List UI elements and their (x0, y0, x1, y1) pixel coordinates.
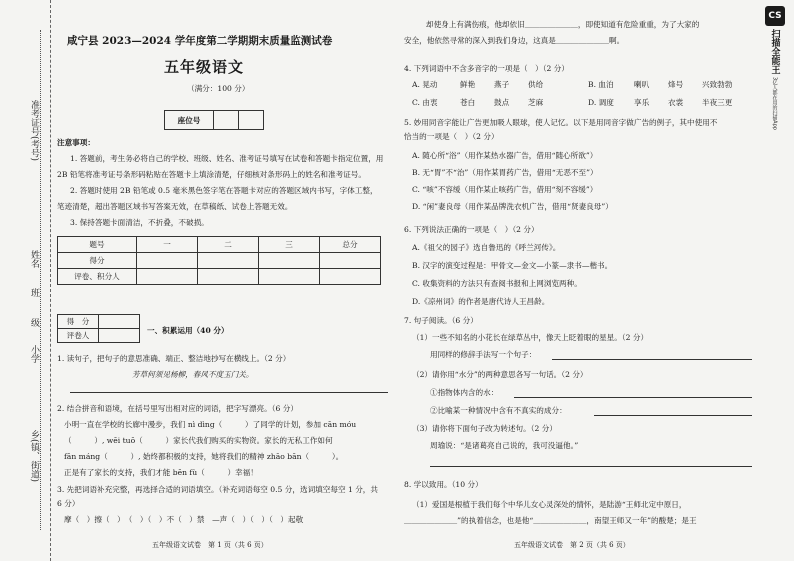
q6-option: C. 收集资料的方法只有查阅书报和上网浏览两种。 (412, 279, 582, 288)
q2-line: 小明一直在学校的长廊中漫步，我们 nì dìng（ ）了同学的计划，参加 cān móu (64, 420, 357, 429)
exam-title: 咸宁县 2023—2024 学年度第二学期期末质量监测试卷 (67, 35, 333, 47)
binding-strip (0, 0, 51, 561)
scanner-logo: CS (765, 6, 785, 26)
grader-label: 评卷人 (58, 329, 99, 343)
answer-line[interactable] (514, 397, 752, 398)
q4-option: 喇叭 (634, 80, 650, 89)
q7-part: （3）请你将下面句子改为转述句。（2 分） (412, 424, 557, 433)
q1-poem: 芳草何须见杨柳，春风不度玉门关。 (132, 370, 254, 379)
q4-option: 苍白 (460, 98, 476, 107)
answer-line[interactable] (70, 392, 388, 393)
q6-option: D.《凉州词》的作者是唐代诗人王昌龄。 (412, 297, 550, 306)
q7-part: 用同样的修辞手法写一个句子： (430, 350, 537, 359)
grade-label: 级 (29, 318, 39, 327)
question-5: 5. 妙用同音字能让广告更加吸人眼球，使人记忆。以下是用同音字做广告的例子，其中使用不 (404, 118, 718, 127)
page-footer: 五年级语文试卷 第 1 页（共 6 页） (152, 541, 268, 549)
subject-title: 五年级语文 (164, 58, 245, 76)
q7-part: （1）一些不知名的小花长在绿草丛中，像天上眨着眼的星星。（2 分） (412, 333, 649, 342)
q8-part: ＿＿＿＿＿＿＿”的执着信念，也是他“＿＿＿＿＿＿＿，南望王师又一年”的酸楚；是王 (404, 516, 697, 525)
question-7: 7. 句子阅读。（6 分） (404, 316, 478, 325)
grader-table (57, 314, 140, 343)
q7-part: ①指物体内含的水： (430, 388, 499, 397)
q4-option: C. 由衷 (412, 98, 438, 107)
page-2 (404, 0, 764, 561)
question-8: 8. 学以致用。（10 分） (404, 480, 483, 489)
name-label: 姓名 (29, 250, 39, 268)
notice-line: 笔迹清楚，超出答题区域书写答案无效，在草稿纸、试卷上答题无效。 (57, 202, 293, 211)
q4-option: D. 调度 (588, 98, 614, 107)
q7-part: ②比喻某一种情况中含有不真实的成分： (430, 406, 567, 415)
scanner-sub: 3亿人都在用的扫描App (771, 77, 778, 130)
q4-option: 半夜三更 (702, 98, 733, 107)
school-label: 小学 (29, 345, 39, 363)
seat-cell[interactable] (239, 111, 264, 130)
q6-option: B. 汉字的演变过程是：甲骨文—金文—小篆—隶书—楷书。 (412, 261, 613, 270)
q4-option: 烽号 (668, 80, 684, 89)
notice-line: 2B 铅笔将准考证号条形码粘贴在答题卡上填涂清楚，仔细核对条形码上的姓名和准考证号。 (57, 170, 366, 179)
question-3: 3. 先把词语补充完整，再选择合适的词语填空。（补充词语每空 0.5 分，选词填空每空 1 分，共 (57, 485, 378, 494)
q4-option: 衣裳 (668, 98, 684, 107)
q5-option: C. “咳”不容缓（用作某止咳药广告，借用“刻不容缓”） (412, 185, 598, 194)
q2-line: fān máng（ ）, 始终都积极的支持，她将我们的精神 zhāo bān（ ）。 (64, 452, 344, 461)
notice-line: 2. 答题时使用 2B 铅笔或 0.5 毫米黑色签字笔在答题卡对应的答题区域内书写，字体工整， (70, 186, 378, 195)
seat-number-box (164, 110, 264, 130)
q5-option: B. 无“胃”不“治”（用作某胃药广告，借用“无恶不至”） (412, 168, 598, 177)
answer-line[interactable] (430, 466, 752, 467)
q2-line: 正是有了家长的支持，我们才能 bēn fù（ ）幸福！ (64, 468, 258, 477)
q4-option: 芝麻 (528, 98, 544, 107)
page-footer: 五年级语文试卷 第 2 页（共 6 页） (514, 541, 630, 549)
notice-line: 1. 答题前，考生务必将自己的学校、班级、姓名、准考证号填写在试卷和答题卡指定位置，用 (70, 154, 384, 163)
q4-option: 鲜艳 (460, 80, 476, 89)
score-cell[interactable] (137, 269, 198, 285)
q7-part: （2）请你用“水分”的两种意思各写一句话。（2 分） (412, 370, 588, 379)
score-cell[interactable] (137, 253, 198, 269)
notice-line: 3. 保持答题卡面清洁，不折叠，不破损。 (70, 218, 209, 227)
score-cell[interactable] (320, 253, 381, 269)
question-4: 4. 下列词语中不含多音字的一项是（ ）（2 分） (404, 64, 569, 73)
q4-option: 鼓点 (494, 98, 510, 107)
q8-part: （1）爱国是根植于我们每个中华儿女心灵深处的情怀，是陆游“王师北定中原日， (412, 500, 687, 509)
passage-line: 却使身上有满伤痕，他却依旧＿＿＿＿＿＿＿，即使知道有危险重重，为了大家的 (426, 20, 700, 29)
passage-line: 安全，他依然寻常的深入到我们身边，这真是＿＿＿＿＿＿＿啊。 (404, 36, 625, 45)
grader-label: 得 分 (58, 315, 99, 329)
question-1: 1. 读句子，把句子的意思准确、端正、整洁地抄写在横线上。（2 分） (57, 354, 291, 363)
class-label: 班 (29, 288, 39, 297)
question-5-cont: 恰当的一项是（ ）（2 分） (404, 132, 499, 141)
scanner-watermark (762, 6, 788, 130)
score-header: 一 (137, 237, 198, 253)
q4-option: 燕子 (494, 80, 510, 89)
q5-option: A. 随心所“浴”（用作某热水器广告，借用“随心所欲”） (412, 151, 598, 160)
answer-line[interactable] (594, 415, 752, 416)
score-cell[interactable] (198, 269, 259, 285)
score-header: 三 (259, 237, 320, 253)
q7-part: 周瑜说：“是诸葛亮自己说的，我可没逼他。” (430, 441, 579, 450)
q4-option: 享乐 (634, 98, 650, 107)
score-cell[interactable] (198, 253, 259, 269)
seat-cell[interactable] (214, 111, 239, 130)
q4-option: B. 血泊 (588, 80, 614, 89)
score-header: 二 (198, 237, 259, 253)
score-row-label: 得分 (58, 253, 137, 269)
q4-option: 兴致勃勃 (702, 80, 733, 89)
scanner-label: 扫描全能王 (769, 29, 780, 74)
score-header: 题号 (58, 237, 137, 253)
cut-line (40, 30, 42, 530)
score-row-label: 评卷、积分人 (58, 269, 137, 285)
question-6: 6. 下列说法正确的一项是（ ）（2 分） (404, 225, 539, 234)
seat-label: 座位号 (165, 111, 214, 130)
q4-option: 供给 (528, 80, 544, 89)
score-cell[interactable] (259, 269, 320, 285)
township-label: 乡(镇、街道) (29, 430, 39, 483)
section-1-title: 一、积累运用（40 分） (147, 326, 229, 335)
grader-cell[interactable] (99, 329, 140, 343)
q4-option: A. 晃动 (412, 80, 438, 89)
page-1 (52, 0, 392, 561)
answer-line[interactable] (552, 359, 752, 360)
grader-cell[interactable] (99, 315, 140, 329)
total-score: （满分：100 分） (187, 84, 250, 93)
score-header: 总分 (320, 237, 381, 253)
q2-line: （ ）, wēi tuō（ ）家长代我们购买的实物资。家长的无私工作如何 (64, 436, 333, 445)
q5-option: D. “闲”妻良母（用作某品牌洗衣机广告，借用“贤妻良母”） (412, 202, 613, 211)
question-2: 2. 结合拼音和语境，在括号里写出相对应的词语，把字写漂亮。（6 分） (57, 404, 298, 413)
score-cell[interactable] (320, 269, 381, 285)
question-3-score: 6 分） (57, 499, 80, 508)
notice-title: 注意事项： (57, 138, 95, 147)
score-cell[interactable] (259, 253, 320, 269)
score-table (57, 236, 381, 285)
q6-option: A.《祖父的园子》选自鲁迅的《呼兰河传》。 (412, 243, 561, 252)
q3-items: 摩（ ）擦（ ） （ ）（ ）不（ ）禁 —声（ ）（ ）（ ）起敬 (64, 515, 304, 524)
exam-number-label: 准考证号(考号) (29, 100, 39, 162)
